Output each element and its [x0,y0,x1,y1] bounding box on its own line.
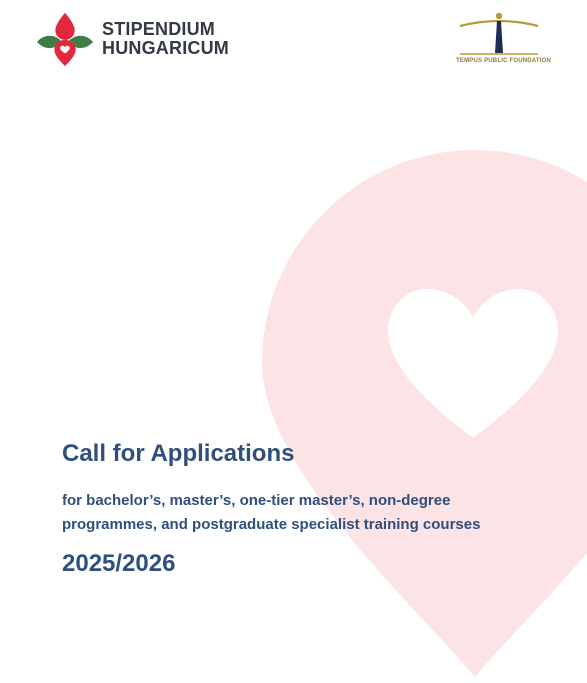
stipendium-wordmark [102,20,229,58]
tempus-balance-logo-icon [456,11,542,57]
logo-line-2: HUNGARICUM [102,38,229,58]
subtitle-line-2: programmes, and postgraduate specialist training courses [62,516,481,533]
subtitle-line-1: for bachelor’s, master’s, one-tier master’s, non-degree [62,492,451,509]
tempus-public-foundation-logo [456,11,552,64]
stipendium-flower-logo-icon [36,10,94,68]
logo-line-1: STIPENDIUM [102,19,216,39]
stipendium-hungaricum-logo [36,10,229,68]
pin-shape [262,150,587,677]
page-subtitle [62,489,532,537]
page-title: Call for Applications [62,440,295,467]
academic-year: 2025/2026 [62,550,176,577]
tempus-caption: TEMPUS PUBLIC FOUNDATION [456,58,552,64]
